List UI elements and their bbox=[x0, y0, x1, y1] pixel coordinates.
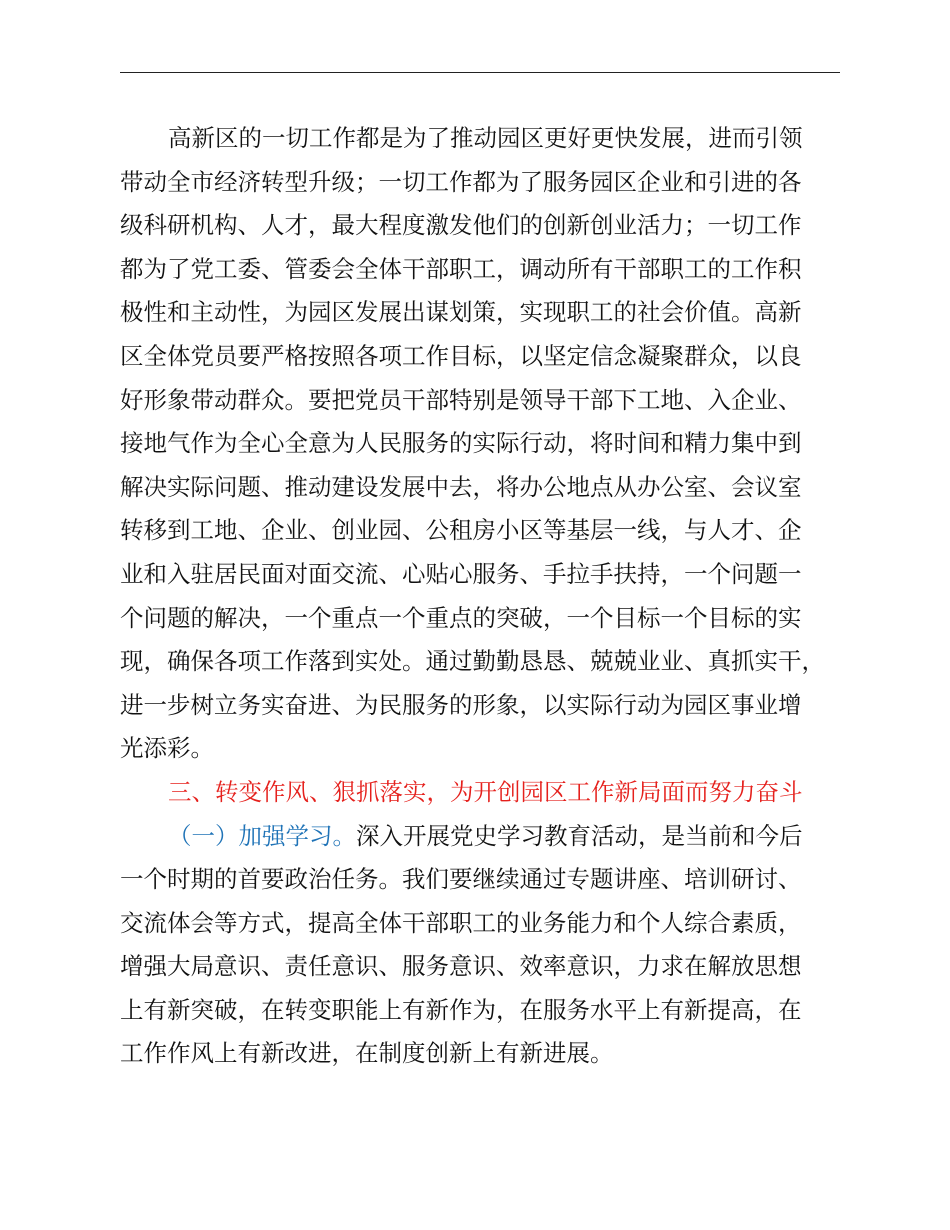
paragraph-1-line: 带动全市经济转型升级；一切工作都为了服务园区企业和引进的各 bbox=[120, 167, 802, 196]
paragraph-2-first-line bbox=[120, 815, 840, 859]
paragraph-1-line: 光添彩。 bbox=[120, 734, 214, 763]
paragraph-1-line: 业和入驻居民面对面交流、心贴心服务、手拉手扶持，一个问题一 bbox=[120, 559, 802, 588]
paragraph-1-line: 高新区的一切工作都是为了推动园区更好更快发展，进而引领 bbox=[168, 124, 803, 152]
paragraph-2-line: 增强大局意识、责任意识、服务意识、效率意识，力求在解放思想 bbox=[120, 952, 802, 981]
paragraph-2-line: 一个时期的首要政治任务。我们要继续通过专题讲座、培训研讨、 bbox=[120, 865, 802, 894]
document-body bbox=[120, 117, 840, 1076]
paragraph-2-line: 交流体会等方式，提高全体干部职工的业务能力和个人综合素质， bbox=[120, 908, 802, 937]
paragraph-1-line: 级科研机构、人才，最大程度激发他们的创新创业活力；一切工作 bbox=[120, 211, 802, 240]
section-heading: 三、转变作风、狠抓落实，为开创园区工作新局面而努力奋斗 bbox=[168, 777, 803, 806]
subheading: （一）加强学习。 bbox=[168, 821, 356, 850]
paragraph-1-line: 转移到工地、企业、创业园、公租房小区等基层一线，与人才、企 bbox=[120, 516, 802, 545]
paragraph-1-line: 区全体党员要严格按照各项工作目标，以坚定信念凝聚群众，以良 bbox=[120, 341, 802, 370]
paragraph-1-line: 极性和主动性，为园区发展出谋划策，实现职工的社会价值。高新 bbox=[120, 298, 802, 327]
paragraph-2-first-line-text: 深入开展党史学习教育活动，是当前和今后 bbox=[356, 821, 803, 850]
header-rule bbox=[120, 72, 840, 73]
paragraph-2-line: 上有新突破，在转变职能上有新作为，在服务水平上有新提高，在 bbox=[120, 995, 802, 1024]
paragraph-1-line: 个问题的解决，一个重点一个重点的突破，一个目标一个目标的实 bbox=[120, 603, 802, 632]
paragraph-1-line: 接地气作为全心全意为人民服务的实际行动，将时间和精力集中到 bbox=[120, 429, 802, 458]
paragraph-1-line: 解决实际问题、推动建设发展中去，将办公地点从办公室、会议室 bbox=[120, 472, 802, 501]
paragraph-1-line: 都为了党工委、管委会全体干部职工，调动所有干部职工的工作积 bbox=[120, 254, 802, 283]
paragraph-1-line: 进一步树立务实奋进、为民服务的形象，以实际行动为园区事业增 bbox=[120, 690, 802, 719]
paragraph-2-line: 工作作风上有新改进，在制度创新上有新进展。 bbox=[120, 1039, 614, 1068]
paragraph-1-line: 现，确保各项工作落到实处。通过勤勤恳恳、兢兢业业、真抓实干， bbox=[120, 647, 825, 676]
paragraph-1-line: 好形象带动群众。要把党员干部特别是领导干部下工地、入企业、 bbox=[120, 385, 802, 414]
